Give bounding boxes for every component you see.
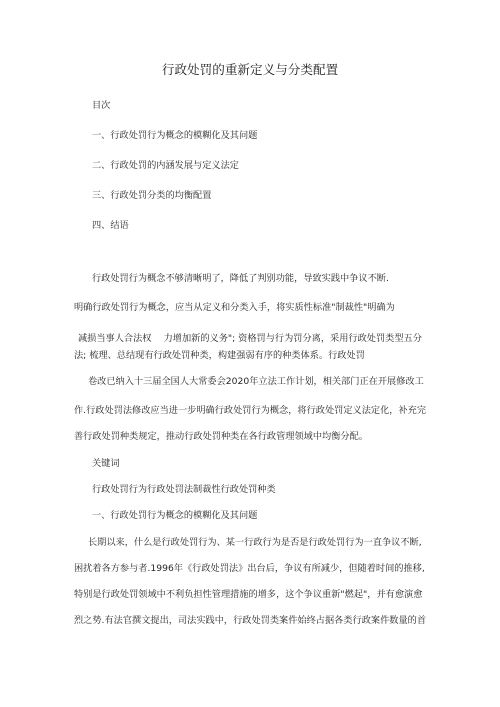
abstract-line: 卷改已纳入十三届全国人大常委会2020年立法工作计划，相关部门正在开展修改工 [88, 376, 424, 387]
keywords-text: 行政处罚行为行政处罚法制裁性行政处罚种类 [92, 484, 276, 495]
abstract-line: 善行政处罚种类规定，推动行政处罚种类在各行政管理领域中均衡分配。 [74, 431, 368, 442]
abstract-line: 法; 梳理、总结现有行政处罚种类，构建强弱有序的种类体系。行政处罚 [74, 350, 365, 361]
section-heading: 一、行政处罚行为概念的模糊化及其问题 [92, 510, 258, 521]
toc-item[interactable]: 三、行政处罚分类的均衡配置 [92, 190, 212, 201]
abstract-line: 减损当事人合法权 力增加新的义务"; 资格罚与行为罚分离，采用行政处罚类型五分 [78, 333, 422, 344]
abstract-line: 行政处罚行为概念不够清晰明了，降低了判别功能，导致实践中争议不断. [92, 273, 389, 284]
body-line: 长期以来，什么是行政处罚行为、某一行政行为是否是行政处罚行为一直争议不断, [88, 537, 422, 548]
keywords-label: 关键词 [92, 458, 120, 469]
document-title: 行政处罚的重新定义与分类配置 [161, 62, 339, 77]
toc-item[interactable]: 二、行政处罚的内涵发展与定义法定 [92, 160, 239, 171]
body-line: 烈之势.有法官撰文提出，司法实践中，行政处罚类案件始终占据各类行政案件数量的首 [74, 615, 427, 626]
abstract-line: 作.行政处罚法修改应当进一步明确行政处罚行为概念，将行政处罚定义法定化，补充完 [74, 405, 427, 416]
body-line: 困扰着各方参与者.1996年《行政处罚法》出台后，争议有所减少，但随着时间的推移, [74, 563, 425, 574]
body-line: 特别是行政处罚领域中不利负担性管理措施的增多，这个争议重新"燃起"，并有愈演愈 [74, 589, 423, 600]
toc-label: 目次 [92, 100, 111, 111]
toc-item[interactable]: 四、结语 [92, 220, 129, 231]
toc-item[interactable]: 一、行政处罚行为概念的模糊化及其问题 [92, 130, 258, 141]
abstract-line: 明确行政处罚行为概念，应当从定义和分类入手，将实质性标准"制裁性"明确为 [74, 302, 395, 313]
